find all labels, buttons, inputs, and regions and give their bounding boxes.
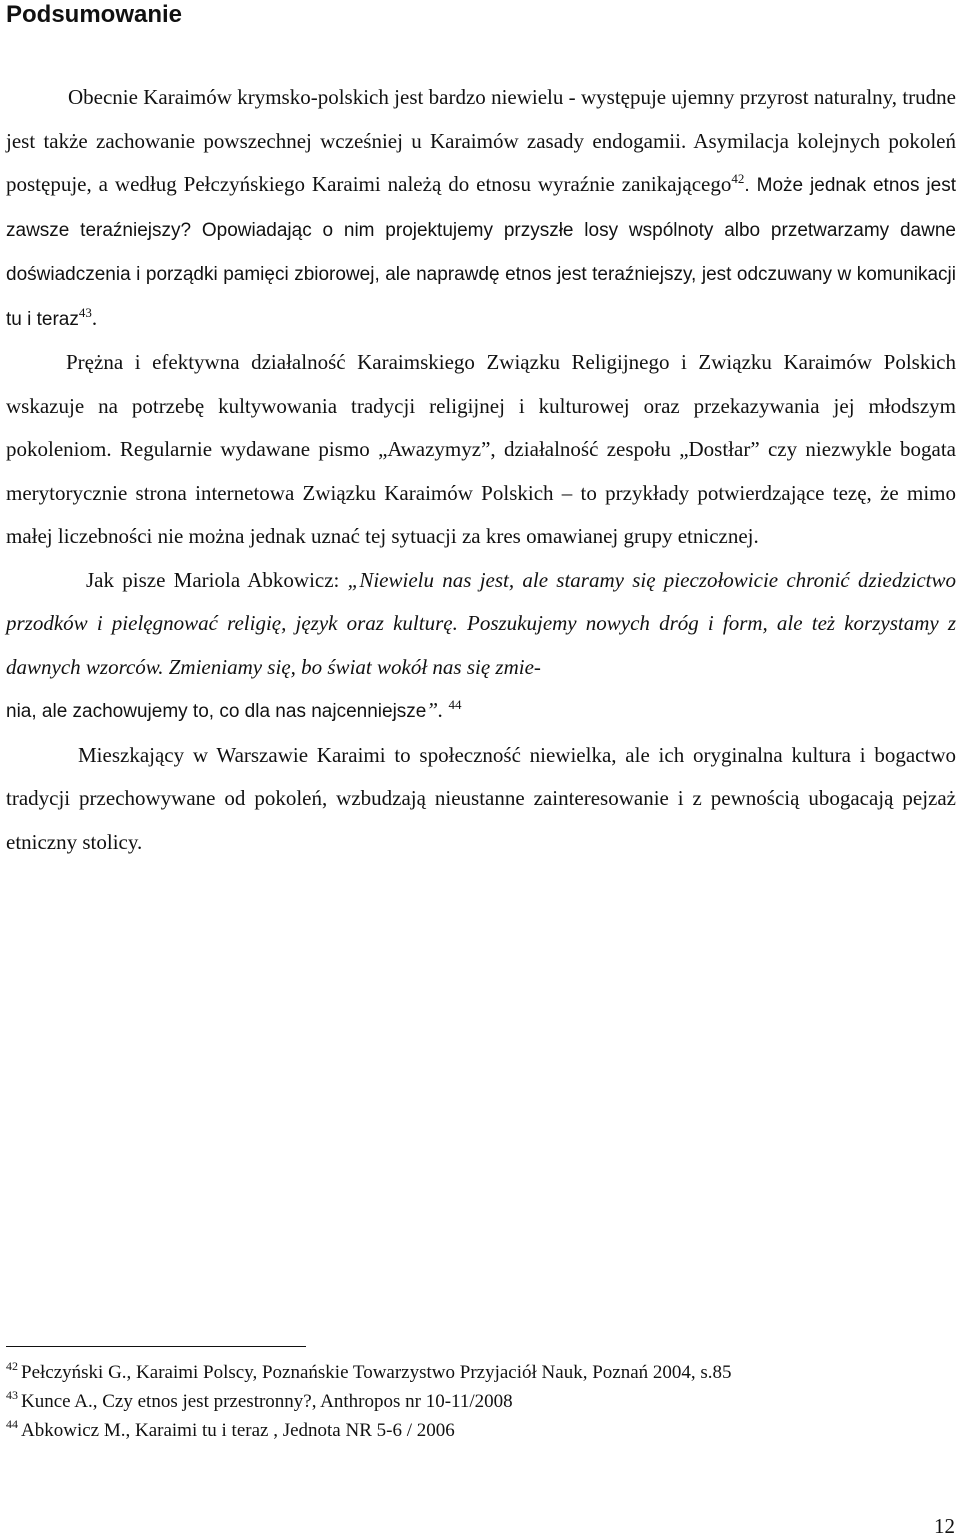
footnote-number: 44 bbox=[6, 1417, 18, 1431]
footnote-43 bbox=[6, 1387, 946, 1416]
footnote-ref-43[interactable]: 43 bbox=[78, 304, 92, 320]
footnote-42 bbox=[6, 1358, 946, 1387]
paragraph-3-closing-quote: ”. bbox=[426, 698, 449, 722]
footnote-number: 42 bbox=[6, 1359, 18, 1373]
paragraph-1-text: Obecnie Karaimów krymsko-polskich jest bardzo niewielu - występuje ujemny przyrost naturalny, trudne jest także zachowanie powszechnej wcześniej u Karaimów zasady endogamii. Asymilacja kolejnych pokoleń postępuje, a według Pełczyńskiego Karaimi należą do etnosu wyraźnie zanikającego bbox=[6, 85, 956, 196]
footnote-text: Abkowicz M., Karaimi tu i teraz , Jednota NR 5-6 / 2006 bbox=[21, 1420, 455, 1441]
paragraph-1 bbox=[6, 76, 956, 341]
body-text bbox=[6, 76, 956, 864]
footnote-ref-44[interactable]: 44 bbox=[448, 697, 462, 712]
footnotes bbox=[6, 1358, 946, 1445]
paragraph-4-text: Mieszkający w Warszawie Karaimi to społeczność niewielka, ale ich oryginalna kultura i bogactwo tradycji przechowywane od pokoleń, wzbudzają nieustanne zainteresowanie i z pewnością ubogacają pejzaż etniczny stolicy. bbox=[6, 742, 956, 854]
footnote-44 bbox=[6, 1416, 946, 1445]
paragraph-3-intro: Jak pisze Mariola Abkowicz: bbox=[86, 567, 348, 592]
paragraph-1-end: . bbox=[91, 305, 98, 330]
footnote-number: 43 bbox=[6, 1388, 18, 1402]
paragraph-1-question: . Może jednak etnos jest zawsze teraźniejszy? bbox=[6, 175, 956, 241]
paragraph-1-continuation: Opowiadając o nim projektujemy przyszłe losy wspólnoty albo przetwarzamy dawne doświadczenia i porządki pamięci zbiorowej, ale naprawdę etnos jest teraźniejszy, jest odczuwany w komunikacji tu i teraz bbox=[6, 219, 956, 330]
footnote-text: Pełczyński G., Karaimi Polscy, Poznańskie Towarzystwo Przyjaciół Nauk, Poznań 2004, s.85 bbox=[21, 1362, 732, 1383]
paragraph-3 bbox=[6, 559, 956, 734]
footnote-ref-42[interactable]: 42 bbox=[731, 171, 745, 186]
paragraph-2 bbox=[6, 341, 956, 559]
paragraph-3-quote-end: nia, ale zachowujemy to, co dla nas najcenniejsze bbox=[6, 701, 427, 722]
paragraph-4 bbox=[6, 734, 956, 865]
section-heading: Podsumowanie bbox=[6, 1, 183, 28]
footnote-text: Kunce A., Czy etnos jest przestronny?, Anthropos nr 10-11/2008 bbox=[21, 1391, 513, 1412]
paragraph-2-text: Prężna i efektywna działalność Karaimskiego Związku Religijnego i Związku Karaimów Polskich wskazuje na potrzebę kultywowania tradycji religijnej i kulturowej oraz przekazywania jej młodszym pokoleniom. Regularnie wydawane pismo „Awazymyz”, działalność zespołu „Dostłar” czy niezwykle bogata merytorycznie strona internetowa Związku Karaimów Polskich – to przykłady potwierdzające tezę, że mimo małej liczebności nie można jednak uznać tej sytuacji za kres omawianej grupy etnicznej. bbox=[6, 350, 956, 548]
paragraph-3-quote: „Niewielu nas jest, ale staramy się pieczołowicie chronić dziedzictwo przodków i pielęgnować religię, język oraz kulturę. Poszukujemy nowych dróg i form, ale też korzystamy z dawnych wzorców. Zmieniamy się, bo świat wokół nas się zmie- bbox=[6, 567, 956, 679]
footnote-separator bbox=[6, 1346, 306, 1347]
page-number: 12 bbox=[934, 1514, 955, 1538]
